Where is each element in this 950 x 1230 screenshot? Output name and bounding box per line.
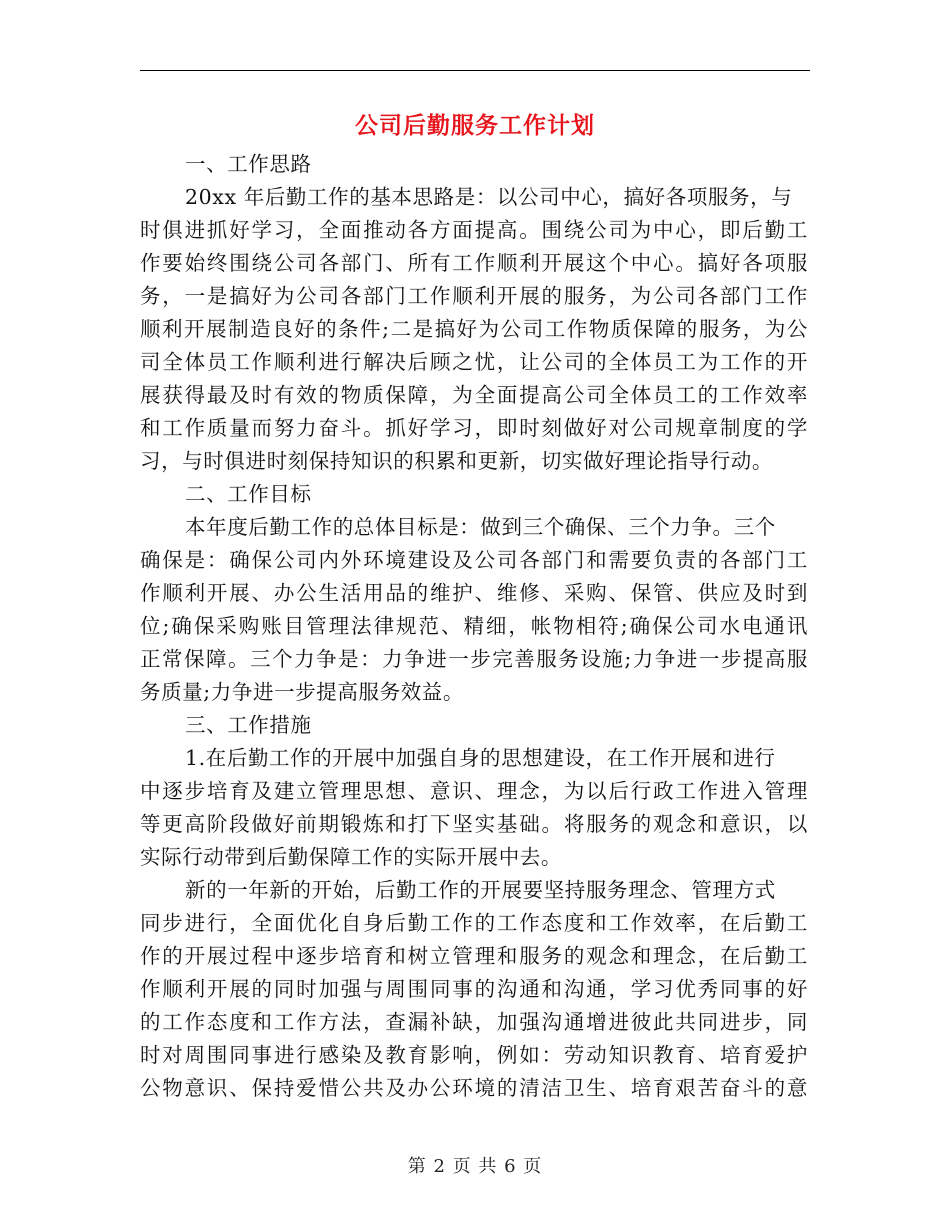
paragraph-line: 中逐步培育及建立管理思想、意识、理念，为以后行政工作进入管理 [140, 779, 808, 803]
paragraph-first-line: 20xx 年后勤工作的基本思路是：以公司中心，搞好各项服务，与 [185, 185, 793, 209]
paragraph-line: 正常保障。三个力争是：力争进一步完善服务设施;力争进一步提高服 [140, 647, 808, 671]
header-rule [140, 70, 810, 71]
paragraph-line: 公物意识、保持爱惜公共及办公环境的清洁卫生、培育艰苦奋斗的意 [140, 1076, 808, 1100]
paragraph-line: 时俱进抓好学习，全面推动各方面提高。围绕公司为中心，即后勤工 [140, 218, 808, 242]
paragraph-line: 司全体员工作顺利进行解决后顾之忧，让公司的全体员工为工作的开 [140, 350, 808, 374]
paragraph-last-line: 实际行动带到后勤保障工作的实际开展中去。 [140, 845, 562, 869]
paragraph-line: 等更高阶段做好前期锻炼和打下坚实基础。将服务的观念和意识，以 [140, 812, 808, 836]
paragraph-line: 作要始终围绕公司各部门、所有工作顺利开展这个中心。搞好各项服 [140, 251, 808, 275]
paragraph-line: 确保是：确保公司内外环境建设及公司各部门和需要负责的各部门工 [140, 548, 808, 572]
page-number-footer [140, 1152, 810, 1178]
paragraph-first-line: 1.在后勤工作的开展中加强自身的思想建设，在工作开展和进行 [185, 746, 776, 770]
paragraph-line: 位;确保采购账目管理法律规范、精细，帐物相符;确保公司水电通讯 [140, 614, 808, 638]
paragraph-line: 作顺利开展、办公生活用品的维护、维修、采购、保管、供应及时到 [140, 581, 808, 605]
paragraph-line: 同步进行，全面优化自身后勤工作的工作态度和工作效率，在后勤工 [140, 911, 808, 935]
paragraph-line: 顺利开展制造良好的条件;二是搞好为公司工作物质保障的服务，为公 [140, 317, 808, 341]
paragraph-line: 时对周围同事进行感染及教育影响，例如：劳动知识教育、培育爱护 [140, 1043, 808, 1067]
document-body [140, 148, 808, 1105]
page-number-text: 第 2 页 共 6 页 [407, 1156, 543, 1177]
section-heading: 二、工作目标 [185, 482, 312, 506]
paragraph-line: 和工作质量而努力奋斗。抓好学习，即时刻做好对公司规章制度的学 [140, 416, 808, 440]
document-title: 公司后勤服务工作计划 [355, 112, 595, 139]
paragraph-line: 展获得最及时有效的物质保障，为全面提高公司全体员工的工作效率 [140, 383, 808, 407]
paragraph-first-line: 新的一年新的开始，后勤工作的开展要坚持服务理念、管理方式 [185, 878, 776, 902]
paragraph-last-line: 习，与时俱进时刻保持知识的积累和更新，切实做好理论指导行动。 [140, 449, 773, 473]
section-heading: 一、工作思路 [185, 152, 312, 176]
paragraph-line: 的工作态度和工作方法，查漏补缺，加强沟通增进彼此共同进步，同 [140, 1010, 808, 1034]
paragraph-line: 作顺利开展的同时加强与周围同事的沟通和沟通，学习优秀同事的好 [140, 977, 808, 1001]
paragraph-line: 作的开展过程中逐步培育和树立管理和服务的观念和理念，在后勤工 [140, 944, 808, 968]
paragraph-last-line: 务质量;力争进一步提高服务效益。 [140, 680, 465, 704]
section-heading: 三、工作措施 [185, 713, 312, 737]
paragraph-line: 务，一是搞好为公司各部门工作顺利开展的服务，为公司各部门工作 [140, 284, 808, 308]
paragraph-first-line: 本年度后勤工作的总体目标是：做到三个确保、三个力争。三个 [185, 515, 776, 539]
